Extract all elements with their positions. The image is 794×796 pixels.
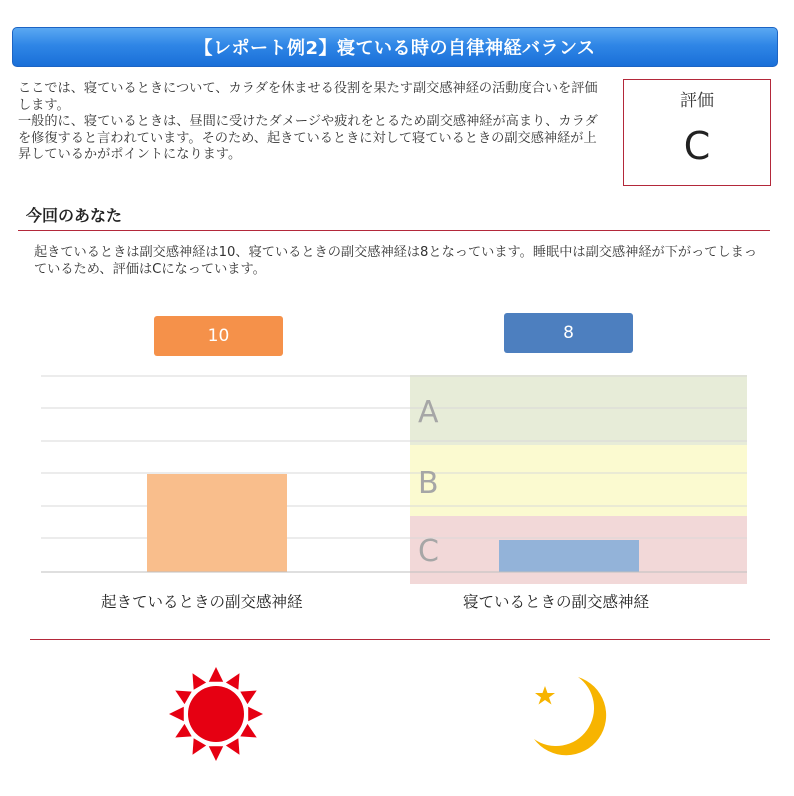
bar-awake [147,474,287,572]
sun-ray [175,691,191,705]
zone-label-c: C [418,534,439,569]
sun-ray [226,738,240,754]
sun-ray [169,707,184,721]
sun-ray [209,746,223,761]
sleep-value-label: 8 [563,323,574,343]
sun-ray [175,724,191,738]
section-divider [18,230,770,231]
sun-ray [193,673,207,689]
sun-ray [209,667,223,682]
sun-ray [248,707,263,721]
star-icon [535,686,555,705]
sun-core [188,686,244,742]
bottom-divider [30,639,770,640]
parasympathetic-bar-chart [0,360,794,600]
awake-value-label: 10 [207,326,230,346]
section-title: 今回のあなた [26,206,123,225]
intro-paragraph-2: 一般的に、寝ているときは、昼間に受けたダメージや疲れをとるため副交感神経が高まり、カラダを修復すると言われています。そのため、起きているときに対して寝ているときの副交感神経が上昇しているかがポイントになります。 [18,114,598,162]
x-label-awake: 起きているときの副交感神経 [101,593,303,611]
x-label-sleep: 寝ているときの副交感神経 [463,593,650,611]
sun-ray [240,724,256,738]
sun-ray [193,738,207,754]
sun-ray [226,673,240,689]
sun-icon [166,664,266,764]
sun-ray [240,691,256,705]
evaluation-label: 評価 [680,91,714,111]
zone-band-a [410,375,747,445]
intro-paragraph-1: ここでは、寝ているときについて、カラダを休ませる役割を果たす副交感神経の活動度合いを評価します。 [18,81,598,113]
awake-value-badge [154,316,283,356]
report-title-bar [12,27,778,67]
moon-icon [530,673,615,763]
zone-band-b [410,445,747,516]
evaluation-grade: C [683,124,711,168]
zone-label-b: B [418,466,439,501]
sleep-value-badge [504,313,633,353]
report-title: 【レポート例2】寝ている時の自律神経バランス [194,38,596,59]
section-description: 起きているときは副交感神経は10、寝ているときの副交感神経は8となっています。睡眠中は副交感神経が下がってしまっているため、評価はCになっています。 [34,245,758,277]
evaluation-box [623,79,771,186]
intro-text [18,81,608,164]
bar-sleep [499,540,639,572]
zone-label-a: A [418,395,439,430]
